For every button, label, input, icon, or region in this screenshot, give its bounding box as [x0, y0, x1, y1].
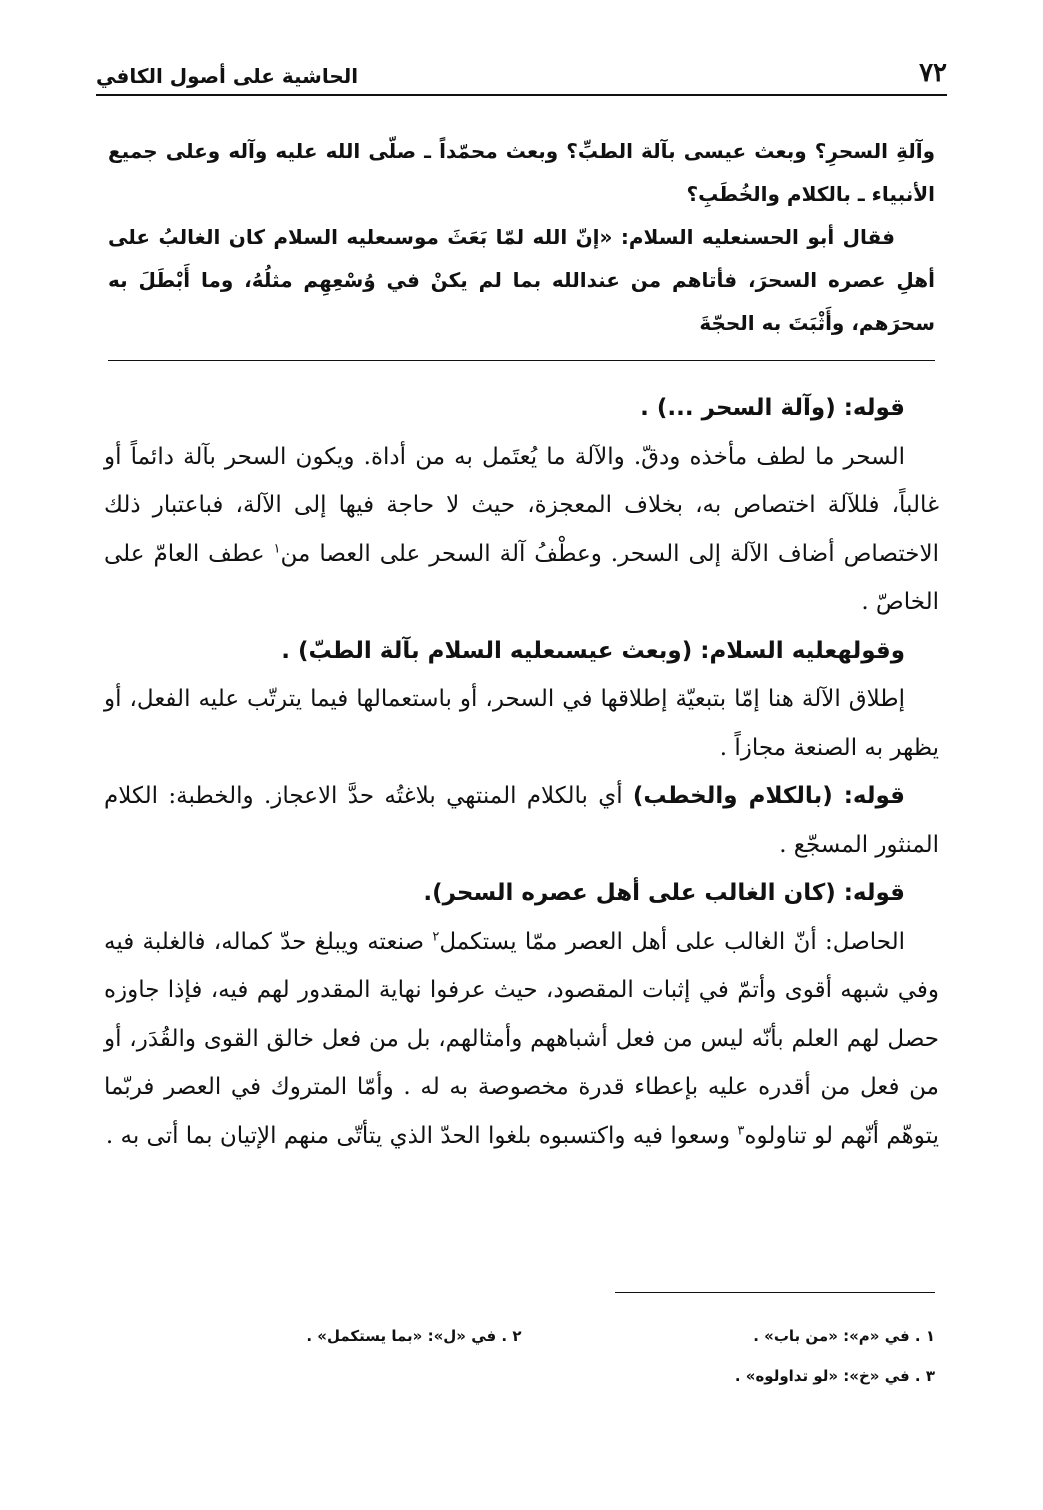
- footnote-2: ٢ . في «ل»: «بما يستكمل» .: [306, 1327, 522, 1345]
- commentary-text: الحاصل: أنّ الغالب على أهل العصر ممّا يستكمل: [439, 928, 905, 955]
- footnote-row: [108, 1356, 935, 1396]
- commentary-body-2: إطلاق الآلة هنا إمّا بتبعيّة إطلاقها في السحر، أو باستعمالها فيما يترتّب عليه الفعل، أو يظهر به الصنعة مجازاً .: [104, 686, 939, 761]
- commentary-text: أي بالكلام المنتهي بلاغتُه حدَّ الاعجاز. والخطبة: الكلام المنثور المسجّع .: [104, 783, 939, 858]
- commentary-keyword: قوله: (بالكلام والخطب): [632, 783, 905, 809]
- commentary-keyword: قوله: (كان الغالب على أهل عصره السحر).: [423, 880, 905, 906]
- footnotes: [108, 1316, 935, 1396]
- commentary-heading-1: [104, 384, 939, 433]
- commentary-body-1: [104, 433, 939, 627]
- footnote-1: ١ . في «م»: «من باب» .: [753, 1327, 935, 1345]
- commentary-heading-4: [104, 869, 939, 918]
- commentary-text: السحر ما لطف مأخذه ودقّ. والآلة ما يُعتَمل به من أداة. ويكون السحر بآلة دائماً أو غالباً، فللآلة اختصاص به، بخلاف المعجزة، حيث لا حاجة فيها إلى الآلة، فباعتبار ذلك الاختصاص أضاف الآلة إلى السحر. وعطْفُ آلة السحر على العصا من: [104, 443, 939, 567]
- hadith-paragraph-2: فقال أبو الحسنعليه السلام: «إنّ الله لمّا بَعَثَ موسىعليه السلام كان الغالبُ على أهلِ عصره السحرَ، فأتاهم من عندالله بما لم يكنْ في وُسْعِهِم مثلُهُ، وما أَبْطَلَ به سحرَهم، وأَثْبَتَ به الحجّةَ: [108, 225, 935, 335]
- commentary-text: عطف العامّ على الخاصّ .: [104, 540, 939, 615]
- footnote-ref-2: ٢: [432, 928, 440, 944]
- main-text-divider: [108, 360, 935, 361]
- footnote-ref-1: ١: [273, 540, 281, 556]
- hadith-text: [108, 130, 935, 345]
- commentary-body-3: [104, 772, 939, 869]
- footnote-ref-3: ٣: [737, 1122, 745, 1138]
- commentary-heading-2: [104, 627, 939, 676]
- footnote-row: [108, 1316, 935, 1356]
- footnote-divider: [615, 1292, 935, 1293]
- hadith-paragraph-1: وآلةِ السحرِ؟ وبعث عيسى بآلة الطبِّ؟ وبعث محمّداً ـ صلّى الله عليه وآله وعلى جميع الأنبياء ـ بالكلام والخُطَبِ؟: [108, 139, 935, 206]
- footnote-3: ٣ . في «خ»: «لو تداولوه» .: [734, 1367, 935, 1385]
- running-title: الحاشية على أصول الكافي: [96, 64, 359, 88]
- commentary-keyword: وقولهعليه السلام: (وبعث عيسىعليه السلام بآلة الطبّ) .: [281, 637, 905, 664]
- commentary-keyword: قوله: (وآلة السحر ...) .: [640, 395, 905, 421]
- commentary-text: صنعته ويبلغ حدّ كماله، فالغلبة فيه وفي شبهه أقوى وأتمّ في إثبات المقصود، حيث عرفوا نهاية المقدور لهم فيه، فإذا جاوزه حصل لهم العلم بأنّه ليس من فعل أشباههم وأمثالهم، بل من فعل خالق القوى والقُدَر، أو من فعل من أقدره عليه بإعطاء قدرة مخصوصة به له . وأمّا المتروك في العصر فربّما يتوهّم أنّهم لو تناولوه: [104, 928, 939, 1149]
- commentary-text: وسعوا فيه واكتسبوه بلغوا الحدّ الذي يتأتّى منهم الإتيان بما أتى به .: [105, 1122, 738, 1149]
- page-header: [96, 48, 947, 96]
- page-number: ٧٢: [919, 58, 947, 88]
- commentary-body-4: [104, 918, 939, 1161]
- commentary-section: [104, 384, 939, 1160]
